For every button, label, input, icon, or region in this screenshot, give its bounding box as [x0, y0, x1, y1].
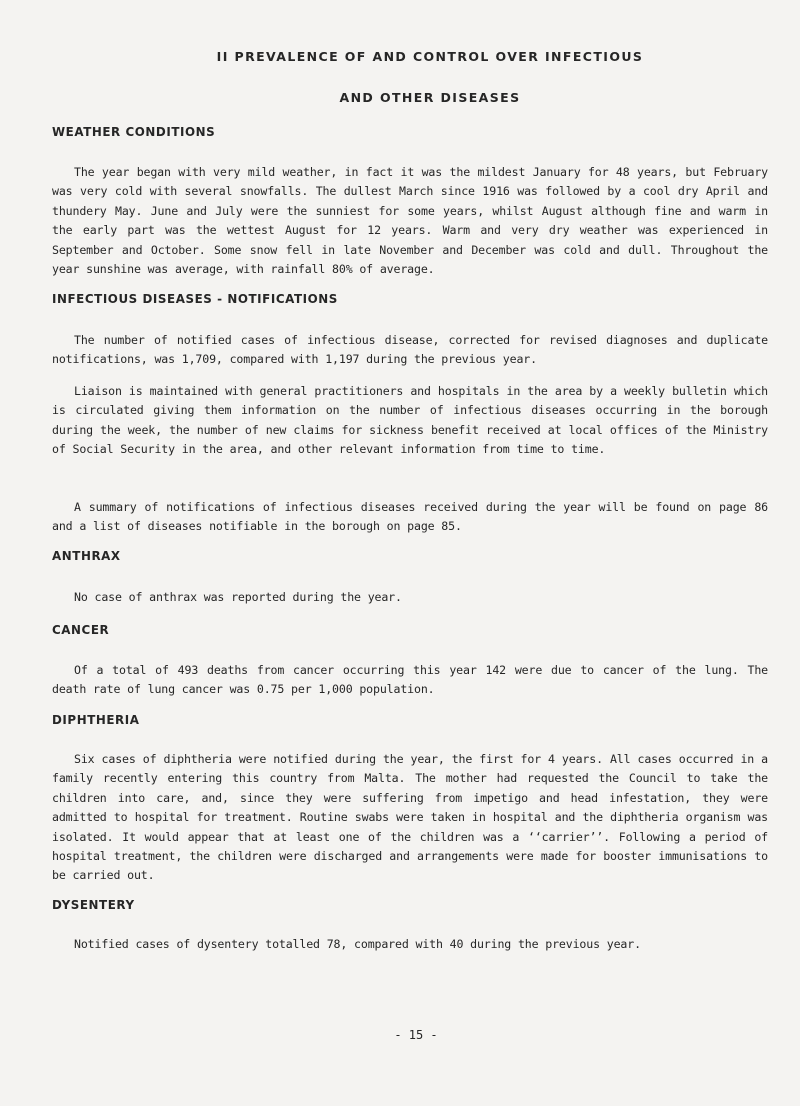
page-number: - 15 - — [394, 1028, 438, 1042]
heading-diphtheria: DIPHTHERIA — [52, 712, 140, 727]
paragraph-liaison: Liaison is maintained with general practitioners and hospitals in the area by a weekly bulletin which is circulated giving them information on the number of infectious diseases occurring in the borough during the week, the number of new claims for sickness benefit received at local offices of the Ministry of Social Security in the area, and other relevant information from time to time. — [52, 384, 768, 457]
heading-cancer: CANCER — [52, 622, 110, 637]
paragraph-diphtheria: Six cases of diphtheria were notified during the year, the first for 4 years. All cases occurred in a family recently entering this country from Malta. The mother had requested the Council to take the children into care, and, since they were suffering from impetigo and head infestation, they were admitted to hospital for treatment. Routine swabs were taken in hospital and the diphtheria organism was isolated. It would appear that at least one of the children was a ‘‘carrier’’. Following a period of hospital treatment, the children were discharged and arrangements were made for booster immunisations to be carried out. — [52, 752, 768, 883]
heading-infectious-notifications: INFECTIOUS DISEASES - NOTIFICATIONS — [52, 291, 338, 306]
paragraph-notifications-count: The number of notified cases of infectious disease, corrected for revised diagnoses and duplicate notifications, was 1,709, compared with 1,197 during the previous year. — [52, 333, 768, 367]
paragraph-anthrax: No case of anthrax was reported during the year. — [74, 590, 402, 604]
heading-anthrax: ANTHRAX — [52, 548, 121, 563]
heading-weather-conditions: WEATHER CONDITIONS — [52, 124, 216, 139]
paragraph-summary: A summary of notifications of infectious diseases received during the year will be found on page 86 and a list of diseases notifiable in the borough on page 85. — [52, 500, 768, 534]
paragraph-cancer: Of a total of 493 deaths from cancer occurring this year 142 were due to cancer of the lung. The death rate of lung cancer was 0.75 per 1,000 population. — [52, 663, 768, 697]
page-title: II PREVALENCE OF AND CONTROL OVER INFECTIOUS — [216, 49, 644, 64]
page-subtitle: AND OTHER DISEASES — [339, 90, 521, 105]
paragraph-weather: The year began with very mild weather, in fact it was the mildest January for 48 years, but February was very cold with several snowfalls. The dullest March since 1916 was followed by a cool dry April and thundery May. June and July were the sunniest for some years, whilst August although fine and warm in the early part was the wettest August for 12 years. Warm and very dry weather was experienced in September and October. Some snow fell in late November and December was cold and dull. Throughout the year sunshine was average, with rainfall 80% of average. — [52, 165, 768, 277]
heading-dysentery: DYSENTERY — [52, 897, 135, 912]
paragraph-dysentery: Notified cases of dysentery totalled 78, compared with 40 during the previous year. — [74, 937, 641, 951]
